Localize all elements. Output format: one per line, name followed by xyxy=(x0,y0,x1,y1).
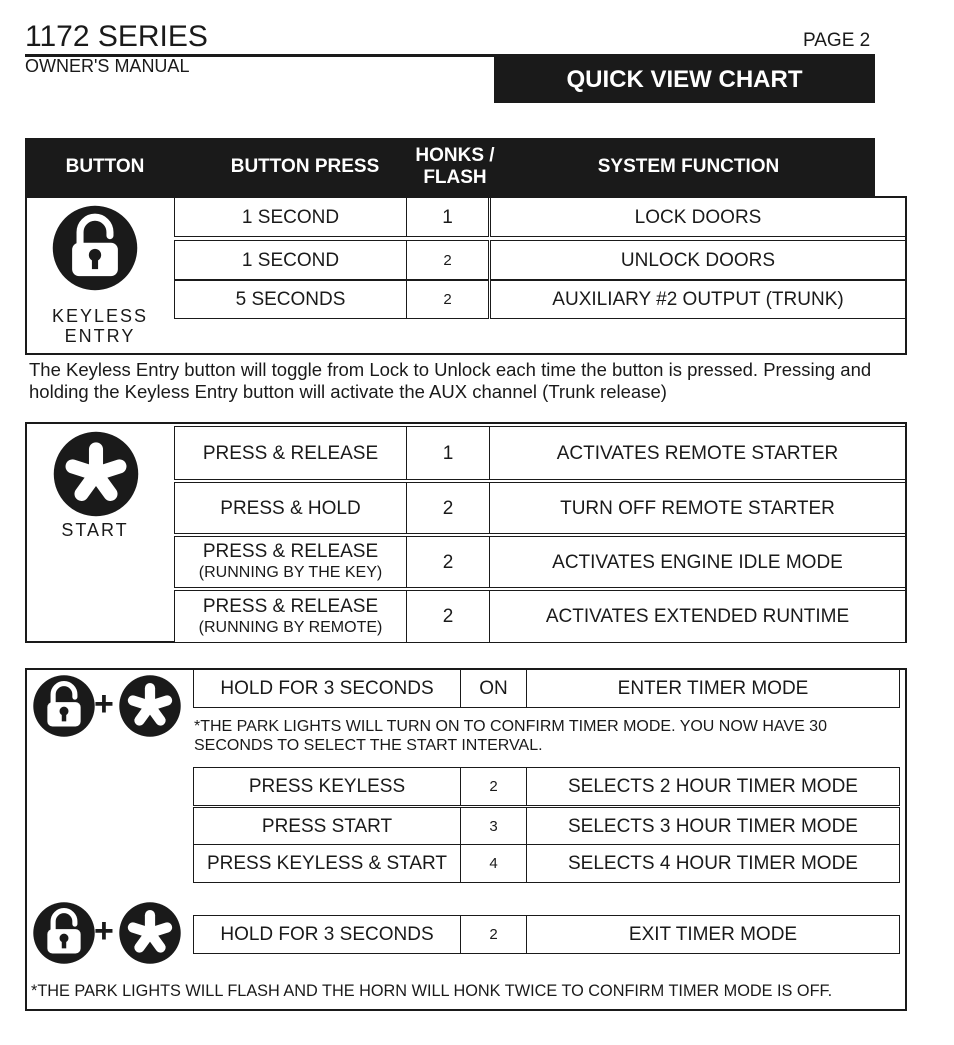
start-row4-press xyxy=(174,590,407,643)
timer-row1-honks: 2 xyxy=(460,767,527,806)
timer-exit-lock-icon xyxy=(32,901,96,965)
timer-enter-note: *THE PARK LIGHTS WILL TURN ON TO CONFIRM TIMER MODE. YOU NOW HAVE 30 SECONDS TO SELECT THE START INTERVAL. xyxy=(194,718,827,754)
keyless-row1-honks: 1 xyxy=(406,197,489,237)
timer-exit-plus: + xyxy=(94,912,114,950)
start-row4-function: ACTIVATES EXTENDED RUNTIME xyxy=(489,590,906,643)
start-row4-honks: 2 xyxy=(406,590,490,643)
timer-enter-press: HOLD FOR 3 SECONDS xyxy=(193,669,461,708)
start-row4-press-sub: (RUNNING BY REMOTE) xyxy=(198,618,383,636)
unlocked-padlock-icon xyxy=(51,204,139,292)
keyless-description: The Keyless Entry button will toggle from Lock to Unlock each time the button is pressed. Pressing and holding the Keyless Entry button will activate the AUX channel (Trunk release) xyxy=(29,359,872,402)
timer-exit-function: EXIT TIMER MODE xyxy=(526,915,900,954)
series-title: 1172 SERIES xyxy=(25,20,208,53)
start-row1-function: ACTIVATES REMOTE STARTER xyxy=(489,426,906,480)
timer-row3-press: PRESS KEYLESS & START xyxy=(193,844,461,883)
column-button-press: BUTTON PRESS xyxy=(230,156,380,177)
start-row3-function: ACTIVATES ENGINE IDLE MODE xyxy=(489,536,906,588)
timer-row1-function: SELECTS 2 HOUR TIMER MODE xyxy=(526,767,900,806)
asterisk-start-icon xyxy=(52,430,140,518)
column-honks-line2: FLASH xyxy=(423,167,487,188)
start-row2-honks: 2 xyxy=(406,482,490,534)
timer-exit-press: HOLD FOR 3 SECONDS xyxy=(193,915,461,954)
keyless-row3-honks: 2 xyxy=(406,280,489,319)
start-row1-honks: 1 xyxy=(406,426,490,480)
timer-enter-plus: + xyxy=(94,685,114,723)
timer-row2-press: PRESS START xyxy=(193,807,461,845)
start-row2-press: PRESS & HOLD xyxy=(174,482,407,534)
timer-enter-honks: ON xyxy=(460,669,527,708)
timer-row2-honks: 3 xyxy=(460,807,527,845)
timer-row1-press: PRESS KEYLESS xyxy=(193,767,461,806)
timer-row2-function: SELECTS 3 HOUR TIMER MODE xyxy=(526,807,900,845)
keyless-row2-honks: 2 xyxy=(406,240,489,280)
keyless-row3-function: AUXILIARY #2 OUTPUT (TRUNK) xyxy=(490,280,906,319)
keyless-label-line2: ENTRY xyxy=(64,326,136,346)
keyless-label-line1: KEYLESS xyxy=(51,306,149,326)
start-label: START xyxy=(61,520,129,540)
start-row3-honks: 2 xyxy=(406,536,490,588)
start-row3-press xyxy=(174,536,407,588)
column-header-bar xyxy=(25,138,875,196)
keyless-row3-press: 5 SECONDS xyxy=(174,280,407,319)
start-row4-press-main: PRESS & RELEASE xyxy=(202,595,379,617)
keyless-label xyxy=(25,306,175,346)
timer-row3-function: SELECTS 4 HOUR TIMER MODE xyxy=(526,844,900,883)
start-row2-function: TURN OFF REMOTE STARTER xyxy=(489,482,906,534)
keyless-row1-function: LOCK DOORS xyxy=(490,197,906,237)
timer-enter-function: ENTER TIMER MODE xyxy=(526,669,900,708)
start-row3-press-main: PRESS & RELEASE xyxy=(202,541,379,562)
keyless-row2-function: UNLOCK DOORS xyxy=(490,240,906,280)
timer-enter-lock-icon xyxy=(32,674,96,738)
keyless-row1-press: 1 SECOND xyxy=(174,197,407,237)
timer-exit-start-icon xyxy=(118,901,182,965)
timer-enter-start-icon xyxy=(118,674,182,738)
column-system-function: SYSTEM FUNCTION xyxy=(597,156,780,177)
timer-row3-honks: 4 xyxy=(460,844,527,883)
keyless-row2-press: 1 SECOND xyxy=(174,240,407,280)
timer-exit-note: *THE PARK LIGHTS WILL FLASH AND THE HORN WILL HONK TWICE TO CONFIRM TIMER MODE IS OFF. xyxy=(31,982,833,1000)
timer-exit-honks: 2 xyxy=(460,915,527,954)
page-number: PAGE 2 xyxy=(803,30,871,51)
start-row1-press: PRESS & RELEASE xyxy=(174,426,407,480)
column-honks-line1: HONKS / xyxy=(415,145,495,166)
start-row3-press-sub: (RUNNING BY THE KEY) xyxy=(198,564,383,581)
chart-title-banner: QUICK VIEW CHART xyxy=(494,57,875,103)
column-button: BUTTON xyxy=(65,156,145,177)
manual-subtitle: OWNER'S MANUAL xyxy=(25,56,190,76)
